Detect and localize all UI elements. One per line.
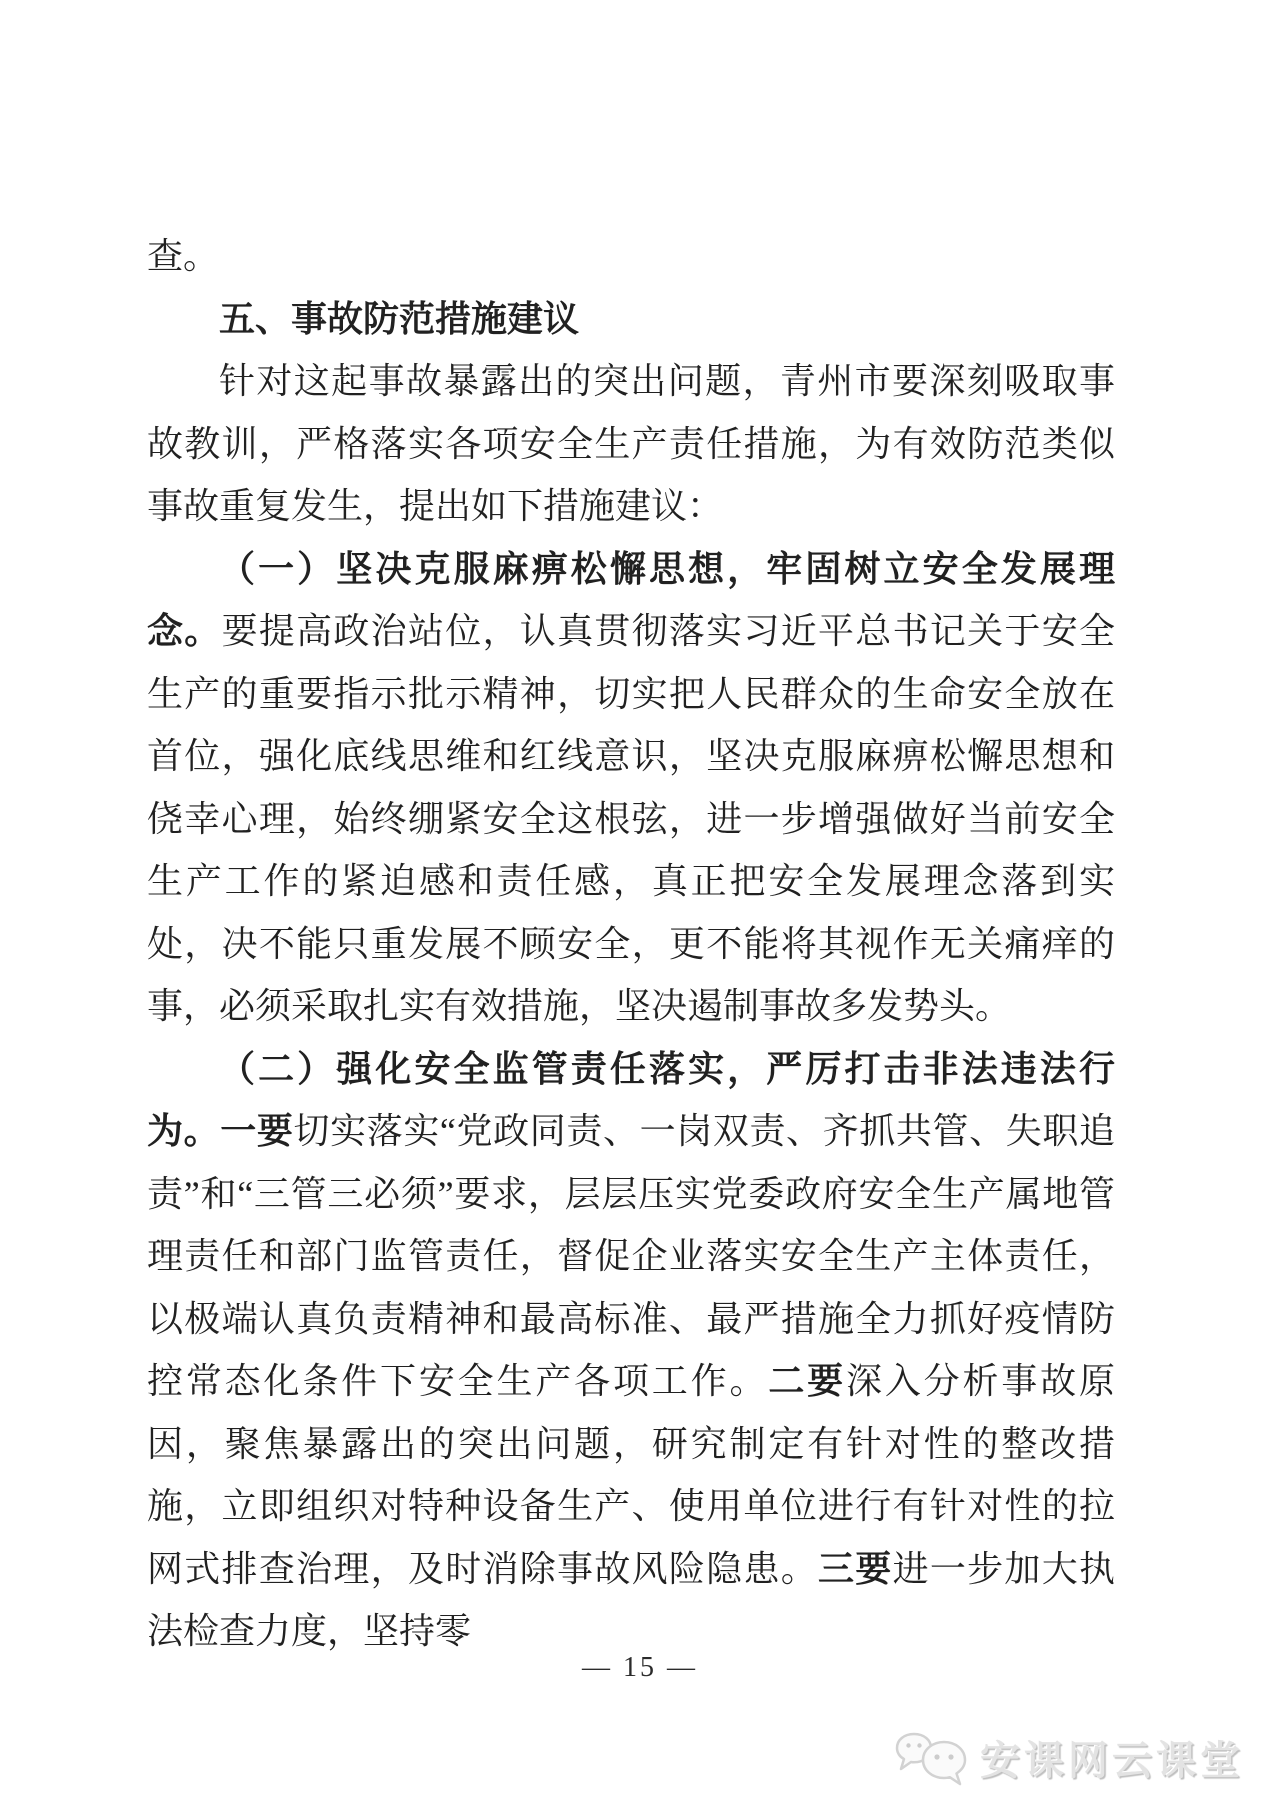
bold-text-run: （一）坚决克服麻痹松懈思想，牢固树立安全发展理念。: [147, 548, 1115, 651]
paragraph: [147, 350, 1115, 538]
bold-text-run: 三要: [818, 1548, 893, 1589]
bold-text-run: 一要: [220, 1111, 294, 1151]
bold-text-run: 五、事故防范措施建议: [219, 298, 580, 339]
watermark-label: 安课网云课堂: [980, 1738, 1244, 1783]
page-number: — 15 —: [582, 1652, 698, 1683]
text-run: 要提高政治站位，认真贯彻落实习近平总书记关于安全生产的重要指示批示精神，切实把人民群众的生命安全放在首位，强化底线思维和红线意识，坚决克服麻痹松懈思想和侥幸心理，始终绷紧安全这根弦，进一步增强做好当前安全生产工作的紧迫感和责任感，真正把安全发展理念落到实处，决不能只重发展不顾安全，更不能将其视作无关痛痒的事，必须采取扎实有效措施，坚决遏制事故多发势头。: [147, 611, 1115, 1026]
paragraph: [147, 538, 1115, 1038]
paragraph: [147, 225, 1115, 288]
bold-text-run: （二）强化安全监管责任落实，严厉打击非法违法行为。: [147, 1048, 1115, 1151]
bold-text-run: 二要: [768, 1361, 846, 1401]
paragraph: [147, 1038, 1115, 1663]
text-run: 进一步加大执法检查力度，坚持零: [147, 1548, 1115, 1651]
text-run: 查。: [147, 236, 220, 276]
watermark: [892, 1726, 1244, 1788]
chat-bubbles-icon: [892, 1726, 970, 1788]
section-heading: [147, 288, 1115, 351]
text-run: 深入分析事故原因，聚焦暴露出的突出问题，研究制定有针对性的整改措施，立即组织对特种设备生产、使用单位进行有针对性的拉网式排查治理，及时消除事故风险隐患。: [147, 1361, 1115, 1589]
document-body: [147, 225, 1115, 1663]
text-run: 切实落实“党政同责、一岗双责、齐抓共管、失职追责”和“三管三必须”要求，层层压实党委政府安全生产属地管理责任和部门监管责任，督促企业落实安全生产主体责任，以极端认真负责精神和最高标准、最严措施全力抓好疫情防控常态化条件下安全生产各项工作。: [147, 1111, 1115, 1401]
text-run: 针对这起事故暴露出的突出问题，青州市要深刻吸取事故教训，严格落实各项安全生产责任措施，为有效防范类似事故重复发生，提出如下措施建议：: [147, 361, 1115, 526]
